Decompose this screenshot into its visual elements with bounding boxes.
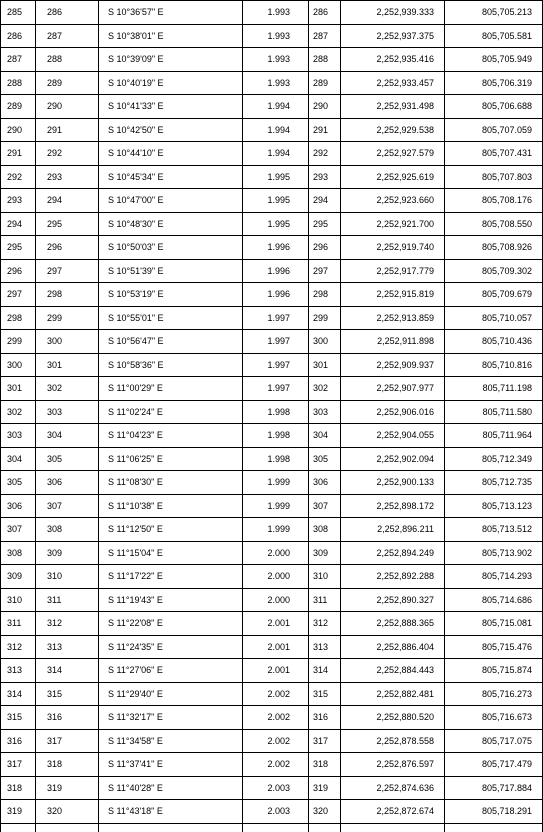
bearing-cell: S 10°56'47" E [99, 330, 243, 354]
table-row [1, 400, 543, 424]
northing-cell: 2,252,878.558 [341, 729, 445, 753]
point-cell: 309 [309, 541, 341, 565]
point-cell: 308 [309, 518, 341, 542]
table-row [1, 283, 543, 307]
from-station-cell: 286 [1, 24, 36, 48]
distance-cell: 1.994 [243, 142, 309, 166]
distance-cell: 2.002 [243, 682, 309, 706]
to-station-cell: 289 [36, 71, 99, 95]
distance-cell: 1.996 [243, 259, 309, 283]
bearing-cell: S 10°51'39" E [99, 259, 243, 283]
from-station-cell: 319 [1, 800, 36, 824]
bearing-cell: S 10°50'03" E [99, 236, 243, 260]
table-row [1, 48, 543, 72]
bearing-cell: S 11°27'06" E [99, 659, 243, 683]
table-row [1, 424, 543, 448]
northing-cell: 2,252,900.133 [341, 471, 445, 495]
table-row [1, 259, 543, 283]
to-station-cell: 298 [36, 283, 99, 307]
easting-cell: 805,705.581 [445, 24, 543, 48]
to-station-cell: 312 [36, 612, 99, 636]
easting-cell: 805,711.198 [445, 377, 543, 401]
easting-cell: 805,715.874 [445, 659, 543, 683]
distance-cell: 1.999 [243, 471, 309, 495]
bearing-cell: S 11°12'50" E [99, 518, 243, 542]
easting-cell: 805,713.902 [445, 541, 543, 565]
bearing-cell: S 11°34'58" E [99, 729, 243, 753]
to-station-cell: 287 [36, 24, 99, 48]
bearing-cell: S 10°39'09" E [99, 48, 243, 72]
table-row [1, 800, 543, 824]
distance-cell: 1.995 [243, 165, 309, 189]
northing-cell: 2,252,902.094 [341, 447, 445, 471]
from-station-cell: 313 [1, 659, 36, 683]
table-row [1, 659, 543, 683]
easting-cell: 805,707.431 [445, 142, 543, 166]
table-row [1, 541, 543, 565]
point-cell: 293 [309, 165, 341, 189]
northing-cell: 2,252,925.619 [341, 165, 445, 189]
to-station-cell: 304 [36, 424, 99, 448]
easting-cell: 805,707.059 [445, 118, 543, 142]
northing-cell: 2,252,939.333 [341, 1, 445, 25]
to-station-cell: 318 [36, 753, 99, 777]
northing-cell: 2,252,913.859 [341, 306, 445, 330]
from-station-cell: 292 [1, 165, 36, 189]
bearing-cell: S 10°58'36" E [99, 353, 243, 377]
point-cell: 316 [309, 706, 341, 730]
distance-cell: 2.003 [243, 800, 309, 824]
to-station-cell: 295 [36, 212, 99, 236]
bearing-cell: S 11°22'08" E [99, 612, 243, 636]
bearing-cell: S 10°36'57" E [99, 1, 243, 25]
to-station-cell: 299 [36, 306, 99, 330]
distance-cell: 1.994 [243, 95, 309, 119]
easting-cell: 805,705.949 [445, 48, 543, 72]
table-row [1, 236, 543, 260]
easting-cell: 805,713.123 [445, 494, 543, 518]
table-row [1, 494, 543, 518]
table-row [1, 753, 543, 777]
easting-cell: 805,714.686 [445, 588, 543, 612]
distance-cell: 1.994 [243, 118, 309, 142]
to-station-cell: 305 [36, 447, 99, 471]
point-cell: 300 [309, 330, 341, 354]
point-cell: 318 [309, 753, 341, 777]
northing-cell: 2,252,896.211 [341, 518, 445, 542]
table-row [1, 588, 543, 612]
easting-cell: 805,717.075 [445, 729, 543, 753]
easting-cell: 805,706.319 [445, 71, 543, 95]
easting-cell: 805,706.688 [445, 95, 543, 119]
from-station-cell: 306 [1, 494, 36, 518]
distance-cell: 2.000 [243, 541, 309, 565]
northing-cell: 2,252,886.404 [341, 635, 445, 659]
point-cell [309, 823, 341, 832]
distance-cell: 1.993 [243, 71, 309, 95]
point-cell: 307 [309, 494, 341, 518]
distance-cell: 1.996 [243, 236, 309, 260]
from-station-cell: 299 [1, 330, 36, 354]
point-cell: 319 [309, 776, 341, 800]
bearing-cell: S 11°37'41" E [99, 753, 243, 777]
distance-cell: 1.996 [243, 283, 309, 307]
bearing-cell: S 11°19'43" E [99, 588, 243, 612]
from-station-cell: 294 [1, 212, 36, 236]
easting-cell: 805,714.293 [445, 565, 543, 589]
northing-cell: 2,252,907.977 [341, 377, 445, 401]
from-station-cell: 302 [1, 400, 36, 424]
point-cell: 292 [309, 142, 341, 166]
bearing-cell: S 10°40'19" E [99, 71, 243, 95]
northing-cell: 2,252,874.636 [341, 776, 445, 800]
to-station-cell: 300 [36, 330, 99, 354]
distance-cell: 1.998 [243, 400, 309, 424]
distance-cell: 1.995 [243, 212, 309, 236]
point-cell: 320 [309, 800, 341, 824]
bearing-cell: S 10°53'19" E [99, 283, 243, 307]
from-station-cell: 291 [1, 142, 36, 166]
from-station-cell: 287 [1, 48, 36, 72]
distance-cell: 1.999 [243, 494, 309, 518]
distance-cell: 2.001 [243, 659, 309, 683]
northing-cell: 2,252,935.416 [341, 48, 445, 72]
table-row [1, 330, 543, 354]
distance-cell: 2.000 [243, 565, 309, 589]
northing-cell: 2,252,937.375 [341, 24, 445, 48]
bearing-cell: S 10°55'01" E [99, 306, 243, 330]
easting-cell: 805,707.803 [445, 165, 543, 189]
from-station-cell: 301 [1, 377, 36, 401]
northing-cell: 2,252,904.055 [341, 424, 445, 448]
easting-cell: 805,716.673 [445, 706, 543, 730]
point-cell: 301 [309, 353, 341, 377]
northing-cell: 2,252,933.457 [341, 71, 445, 95]
distance-cell: 2.003 [243, 776, 309, 800]
point-cell: 294 [309, 189, 341, 213]
from-station-cell: 293 [1, 189, 36, 213]
from-station-cell: 285 [1, 1, 36, 25]
bearing-cell: S 10°42'50" E [99, 118, 243, 142]
easting-cell: 805,705.213 [445, 1, 543, 25]
from-station-cell: 309 [1, 565, 36, 589]
table-row [1, 682, 543, 706]
distance-cell: 2.001 [243, 612, 309, 636]
table-row [1, 71, 543, 95]
table-row [1, 635, 543, 659]
distance-cell: 1.998 [243, 424, 309, 448]
bearing-cell: S 10°48'30" E [99, 212, 243, 236]
point-cell: 311 [309, 588, 341, 612]
northing-cell: 2,252,894.249 [341, 541, 445, 565]
table-row [1, 565, 543, 589]
table-row [1, 706, 543, 730]
distance-cell: 1.993 [243, 24, 309, 48]
point-cell: 315 [309, 682, 341, 706]
point-cell: 296 [309, 236, 341, 260]
easting-cell: 805,717.479 [445, 753, 543, 777]
northing-cell: 2,252,931.498 [341, 95, 445, 119]
distance-cell: 1.999 [243, 518, 309, 542]
point-cell: 290 [309, 95, 341, 119]
from-station-cell: 315 [1, 706, 36, 730]
from-station-cell: 300 [1, 353, 36, 377]
to-station-cell: 320 [36, 800, 99, 824]
from-station-cell: 316 [1, 729, 36, 753]
table-row [1, 212, 543, 236]
from-station-cell [1, 823, 36, 832]
easting-cell: 805,708.176 [445, 189, 543, 213]
easting-cell: 805,715.476 [445, 635, 543, 659]
table-row [1, 729, 543, 753]
distance-cell: 2.002 [243, 706, 309, 730]
to-station-cell: 296 [36, 236, 99, 260]
point-cell: 312 [309, 612, 341, 636]
from-station-cell: 303 [1, 424, 36, 448]
easting-cell [445, 823, 543, 832]
point-cell: 314 [309, 659, 341, 683]
northing-cell: 2,252,888.365 [341, 612, 445, 636]
easting-cell: 805,716.273 [445, 682, 543, 706]
northing-cell: 2,252,880.520 [341, 706, 445, 730]
easting-cell: 805,708.926 [445, 236, 543, 260]
distance-cell: 1.995 [243, 189, 309, 213]
table-row [1, 142, 543, 166]
point-cell: 289 [309, 71, 341, 95]
easting-cell: 805,708.550 [445, 212, 543, 236]
northing-cell: 2,252,923.660 [341, 189, 445, 213]
from-station-cell: 312 [1, 635, 36, 659]
from-station-cell: 317 [1, 753, 36, 777]
from-station-cell: 288 [1, 71, 36, 95]
to-station-cell: 313 [36, 635, 99, 659]
table-row [1, 353, 543, 377]
bearing-cell: S 11°29'40" E [99, 682, 243, 706]
to-station-cell: 310 [36, 565, 99, 589]
to-station-cell: 317 [36, 729, 99, 753]
to-station-cell: 309 [36, 541, 99, 565]
to-station-cell: 315 [36, 682, 99, 706]
bearing-cell: S 11°32'17" E [99, 706, 243, 730]
table-row [1, 377, 543, 401]
northing-cell: 2,252,898.172 [341, 494, 445, 518]
easting-cell: 805,712.349 [445, 447, 543, 471]
table-row [1, 24, 543, 48]
distance-cell: 2.000 [243, 588, 309, 612]
distance-cell: 1.998 [243, 447, 309, 471]
point-cell: 303 [309, 400, 341, 424]
bearing-cell: S 11°43'18" E [99, 800, 243, 824]
from-station-cell: 314 [1, 682, 36, 706]
bearing-cell: S 10°38'01" E [99, 24, 243, 48]
from-station-cell: 318 [1, 776, 36, 800]
to-station-cell: 294 [36, 189, 99, 213]
to-station-cell: 293 [36, 165, 99, 189]
distance-cell: 1.997 [243, 306, 309, 330]
table-row-partial [1, 823, 543, 832]
northing-cell [341, 823, 445, 832]
from-station-cell: 289 [1, 95, 36, 119]
northing-cell: 2,252,909.937 [341, 353, 445, 377]
easting-cell: 805,712.735 [445, 471, 543, 495]
bearing-cell: S 11°02'24" E [99, 400, 243, 424]
from-station-cell: 304 [1, 447, 36, 471]
northing-cell: 2,252,876.597 [341, 753, 445, 777]
table-row [1, 776, 543, 800]
bearing-cell: S 10°44'10" E [99, 142, 243, 166]
point-cell: 317 [309, 729, 341, 753]
bearing-cell [99, 823, 243, 832]
to-station-cell: 319 [36, 776, 99, 800]
to-station-cell: 311 [36, 588, 99, 612]
table-row [1, 165, 543, 189]
table-row [1, 447, 543, 471]
point-cell: 302 [309, 377, 341, 401]
easting-cell: 805,718.291 [445, 800, 543, 824]
northing-cell: 2,252,915.819 [341, 283, 445, 307]
from-station-cell: 296 [1, 259, 36, 283]
distance-cell: 1.993 [243, 1, 309, 25]
easting-cell: 805,717.884 [445, 776, 543, 800]
easting-cell: 805,709.679 [445, 283, 543, 307]
easting-cell: 805,711.580 [445, 400, 543, 424]
to-station-cell: 291 [36, 118, 99, 142]
point-cell: 305 [309, 447, 341, 471]
table-row [1, 518, 543, 542]
northing-cell: 2,252,917.779 [341, 259, 445, 283]
northing-cell: 2,252,882.481 [341, 682, 445, 706]
northing-cell: 2,252,921.700 [341, 212, 445, 236]
bearing-cell: S 11°10'38" E [99, 494, 243, 518]
northing-cell: 2,252,927.579 [341, 142, 445, 166]
table-row [1, 471, 543, 495]
point-cell: 295 [309, 212, 341, 236]
table-row [1, 306, 543, 330]
easting-cell: 805,710.057 [445, 306, 543, 330]
distance-cell: 1.993 [243, 48, 309, 72]
easting-cell: 805,713.512 [445, 518, 543, 542]
to-station-cell [36, 823, 99, 832]
bearing-cell: S 11°24'35" E [99, 635, 243, 659]
distance-cell: 2.002 [243, 753, 309, 777]
point-cell: 313 [309, 635, 341, 659]
to-station-cell: 301 [36, 353, 99, 377]
northing-cell: 2,252,929.538 [341, 118, 445, 142]
from-station-cell: 307 [1, 518, 36, 542]
table-row [1, 189, 543, 213]
bearing-cell: S 11°15'04" E [99, 541, 243, 565]
bearing-cell: S 11°06'25" E [99, 447, 243, 471]
distance-cell: 2.001 [243, 635, 309, 659]
northing-cell: 2,252,890.327 [341, 588, 445, 612]
easting-cell: 805,710.816 [445, 353, 543, 377]
table-row [1, 118, 543, 142]
to-station-cell: 290 [36, 95, 99, 119]
to-station-cell: 297 [36, 259, 99, 283]
table-row [1, 612, 543, 636]
to-station-cell: 286 [36, 1, 99, 25]
to-station-cell: 307 [36, 494, 99, 518]
point-cell: 306 [309, 471, 341, 495]
from-station-cell: 290 [1, 118, 36, 142]
point-cell: 288 [309, 48, 341, 72]
point-cell: 299 [309, 306, 341, 330]
from-station-cell: 298 [1, 306, 36, 330]
northing-cell: 2,252,884.443 [341, 659, 445, 683]
point-cell: 310 [309, 565, 341, 589]
from-station-cell: 297 [1, 283, 36, 307]
distance-cell: 1.997 [243, 330, 309, 354]
easting-cell: 805,715.081 [445, 612, 543, 636]
from-station-cell: 305 [1, 471, 36, 495]
point-cell: 298 [309, 283, 341, 307]
bearing-cell: S 10°45'34" E [99, 165, 243, 189]
northing-cell: 2,252,919.740 [341, 236, 445, 260]
to-station-cell: 303 [36, 400, 99, 424]
point-cell: 297 [309, 259, 341, 283]
point-cell: 287 [309, 24, 341, 48]
to-station-cell: 292 [36, 142, 99, 166]
from-station-cell: 295 [1, 236, 36, 260]
to-station-cell: 308 [36, 518, 99, 542]
to-station-cell: 316 [36, 706, 99, 730]
bearing-cell: S 11°40'28" E [99, 776, 243, 800]
distance-cell: 1.997 [243, 353, 309, 377]
easting-cell: 805,710.436 [445, 330, 543, 354]
to-station-cell: 302 [36, 377, 99, 401]
northing-cell: 2,252,911.898 [341, 330, 445, 354]
from-station-cell: 311 [1, 612, 36, 636]
bearing-cell: S 11°04'23" E [99, 424, 243, 448]
northing-cell: 2,252,872.674 [341, 800, 445, 824]
bearing-cell: S 11°08'30" E [99, 471, 243, 495]
bearing-cell: S 10°41'33" E [99, 95, 243, 119]
easting-cell: 805,711.964 [445, 424, 543, 448]
distance-cell: 1.997 [243, 377, 309, 401]
table-row [1, 95, 543, 119]
northing-cell: 2,252,892.288 [341, 565, 445, 589]
table-row [1, 1, 543, 25]
bearing-cell: S 11°17'22" E [99, 565, 243, 589]
bearing-cell: S 10°47'00" E [99, 189, 243, 213]
from-station-cell: 310 [1, 588, 36, 612]
point-cell: 304 [309, 424, 341, 448]
point-cell: 291 [309, 118, 341, 142]
distance-cell: 2.002 [243, 729, 309, 753]
to-station-cell: 288 [36, 48, 99, 72]
from-station-cell: 308 [1, 541, 36, 565]
distance-cell [243, 823, 309, 832]
northing-cell: 2,252,906.016 [341, 400, 445, 424]
bearing-cell: S 11°00'29" E [99, 377, 243, 401]
to-station-cell: 314 [36, 659, 99, 683]
to-station-cell: 306 [36, 471, 99, 495]
easting-cell: 805,709.302 [445, 259, 543, 283]
point-cell: 286 [309, 1, 341, 25]
